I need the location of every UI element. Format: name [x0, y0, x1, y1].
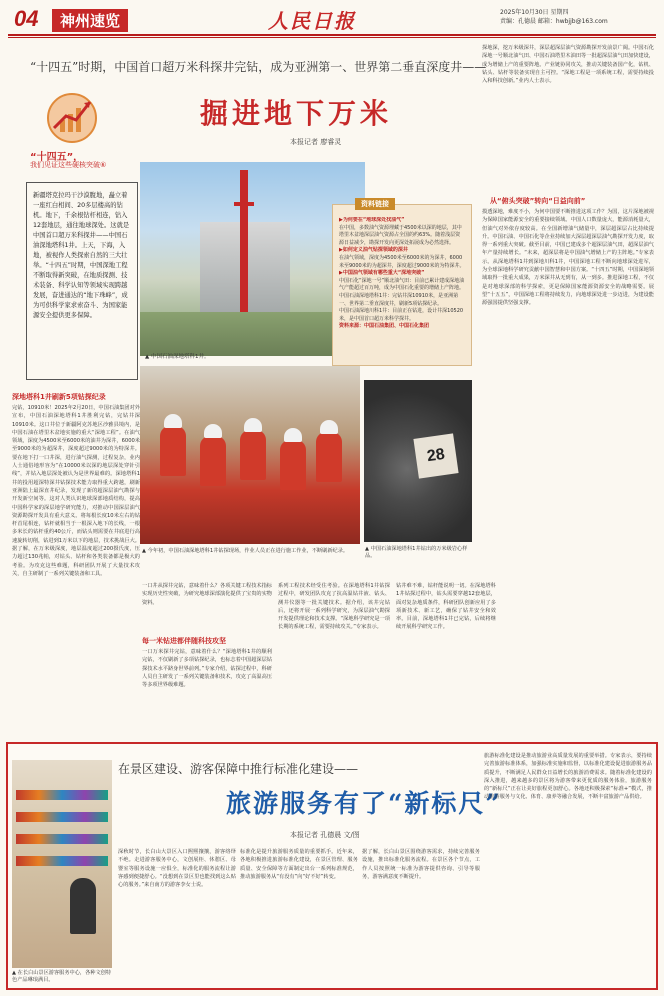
- bottom-headline: 旅游服务有了“新标尺”: [226, 789, 502, 818]
- info-box: [332, 204, 472, 366]
- column-4-text: 钻井难不难，钻杆能说明一切。在深地塔科1井钻探过程中，钻头需要穿越12套地层，面对复杂地质条件，科研团队创新应用了多项新技术、新工艺，确保了钻井安全和效率。目前，深地塔科1井已完钻，后续将继续开展科学研究工作。: [396, 583, 496, 631]
- worker-figure: [160, 426, 186, 476]
- header-meta: [500, 8, 650, 26]
- bottom-byline: 本报记者 孔德晨 文/图: [290, 831, 360, 839]
- helmet: [244, 418, 262, 432]
- section-title: 神州速览: [52, 9, 128, 32]
- customer-figure: [70, 878, 96, 934]
- helmet: [164, 414, 182, 428]
- info-item: [339, 247, 465, 270]
- issue-date: 2025年10月30日 星期四: [500, 9, 569, 16]
- info-question: ▶中国油气领域有哪些重大“深地突破”: [339, 270, 425, 277]
- header-rule-thin: [8, 37, 656, 38]
- bottom-column-1: 深秋时节，长白山大景区入口熙熙攘攘，游客络绎不绝。走进游客服务中心，文创展柜、休憩区、母婴室等服务设施一应俱全，标准化的服务流程让游客感到便捷舒心。“没想到在景区里也能找到这么贴心的服务。”来自南方的游客李女士说。: [118, 849, 236, 889]
- newspaper-logo: 人民日报: [268, 9, 356, 33]
- column-2-text: 一口井从探井完钻，意味着什么？各项关键工程技术指标实现历史性突破，为研究地球深部演化提供了宝贵的实物资料。: [142, 583, 272, 606]
- intro-text: 新疆塔克拉玛干沙漠腹地，矗立着一座红白相间、20多层楼高的钻机。地下，千余根钻杆相连，钻入12套地层，通往地球深处。这就是中国首口超万米科探井——中国石油深地塔科1井。上天，下海，入地，被视作人类探索自然的三大壮举。“十四五”时期，中国深地工程不断取得新突破，在地质探测、技术装备、科学认知等领域实现跨越发展，奋进通达的“地下珠峰”，成为可供科学家求索奋斗、为国家能源安全提供更多保障。: [33, 192, 130, 319]
- subheading-1: 深地塔科1井刷新5项钻探纪录: [12, 393, 106, 401]
- info-question: ▶为何要在“地球深处找油气”: [339, 217, 405, 223]
- product-shelf: [16, 790, 108, 800]
- product-shelf: [16, 812, 108, 822]
- series-logo-subtitle: 我们见证这些硬核突破⑥: [30, 161, 107, 169]
- info-tag: 资料链接: [355, 198, 395, 210]
- main-byline: 本报记者 廖睿灵: [290, 138, 342, 146]
- worker-figure: [280, 440, 306, 490]
- header-rule: [8, 34, 656, 36]
- product-shelf: [16, 834, 108, 844]
- column-3-text: 系列工程技术经受住考验。在深地塔科1井钻探过程中，研发团队攻克了抗高温钻井液、钻头、测井仪器等一批关键技术。据介绍，该井完钻后，还将开展一系列科学研究，为深层油气勘探开发提供理论和技术支撑。“深地科学研究是一项长期的系统工程，需要持续攻关。”专家表示。: [278, 583, 390, 631]
- info-answer: 中国石油深地川科1井：目前正在钻进，设计井深10520米，是中国首口超万米科学探井。: [339, 308, 464, 322]
- bottom-photo-caption: ▲ 在长白山景区游客服务中心，各种文创特色产品琳琅满目。: [12, 970, 112, 983]
- column-1-text: 完钻，10910米！2025年2月20日，中国石油集团对外宣布，中国石油深地塔科1井胜利完钻，完钻井深10910米。这口井位于新疆阿克苏地区沙雅县境内，是中国石油在塔里木盆地实施的重大“深地工程”。在油气领域，深度为4500米至6000米的油井为深井，6000米至9000米的为超深井，深度超过9000米的为特深井。要在地下打一口井深，进行油气探测，过程复杂，业内人士通俗地形容为“在10000米以深的地层深处穿针引线”，并钻入地层深处被认为是世界最难的。深地塔科1井的投用超深特深井钻探技术能力取得重大跨越，刷新亚洲陆上最深直井纪录，发现了新的超深层油气勘探与开发新空间等。这对人类认识地球深部地质结构，提高中国科学家的深层地学研究能力，对推动中国深层油气资源勘探开发具有重大意义。将每根长度10米左右的钻杆首尾相连，钻杆就相当于一根深入地下的长线，一根多米长的钻杆重约40公斤，而钻头则需要在井底进行高速旋转切削，钻进到1万米以下的地层，技术挑战巨大。据了解，在万米级深度，地层温度超过200摄氏度，压力超过130兆帕，对钻头、钻杆和各类装备都是极大的考验。为攻克这些难题，科研团队开展了大量技术攻关，自主研制了一系列关键装备和工具。: [12, 405, 140, 577]
- worker-figure: [240, 430, 266, 480]
- series-logo-title: “十四五”，: [30, 152, 84, 163]
- subheading-2: 每一米钻进都伴随科技攻坚: [142, 637, 226, 645]
- page-number: 04: [14, 6, 39, 31]
- bottom-kicker: 在景区建设、游客保障中推行标准化建设——: [118, 762, 359, 776]
- info-item: [339, 293, 465, 308]
- right-column-text-2: 摸透深地，难度不小，为何中国要不断推进这项工作？为国，这片深地被视为保障国家能源安全的重要接续领域。中国人口数量庞大，能源消耗量大，但油气对外依存度较高。在全国新增油气储量中，深层超深层占比持续提升。中国石油、中国石化等企业持续加大深层超深层油气勘探开发力度，取得一系列重大突破。截至目前，中国已建成多个超深层油气田，超深层油气年产量持续增长。“未来，超深层将是中国油气增储上产的主阵地。”专家表示。从深地塔科1井到深地川科1井，中国深地工程不断向地球深处进军，为全球深地科学研究贡献中国智慧和中国方案。“十四五”时期，中国深地领域取得一批重大成果，万米深井从无到有，从一到多。推进深地工程，不仅是对地球深部的科学探索，更是保障国家能源资源安全的战略需要。展望“十五五”，中国深地工程将持续发力，向地球深处进一步迈进，为建设能源强国提供坚强支撑。: [482, 209, 654, 307]
- info-item: [339, 270, 465, 293]
- growth-chart-icon: [26, 90, 130, 146]
- intro-box: [26, 182, 138, 380]
- info-source: 资料来源：中国石油集团、中国石化集团: [339, 323, 430, 330]
- helmet: [320, 420, 338, 434]
- bottom-column-3: 据了解，长白山景区围绕游客需求，持续完善服务设施，推出标准化服务流程。在景区各个节点，工作人员按照统一标准为游客提供咨询、引导等服务，游客满意度不断提升。: [362, 849, 480, 880]
- workers-photo: [140, 366, 360, 544]
- helmet: [204, 424, 222, 438]
- product-shelf: [16, 856, 108, 866]
- photo2-caption: ▲ 今年初，中国石油深地塔科1井钻探现场，作业人员正在进行施工作业，不断刷新纪录。: [142, 548, 349, 554]
- souvenir-shop-photo: [12, 760, 112, 968]
- drill-tower: [240, 170, 248, 320]
- helmet: [284, 428, 302, 442]
- editors: 责编：孔德晨 邮箱：hwbjjb@163.com: [500, 18, 608, 25]
- info-item: [339, 217, 465, 247]
- info-item: [339, 308, 465, 323]
- info-answer: 在油气领域，深度为4500米至6000米的为深井，6000米至9000米的为超深井，深度超过9000米的为特深井。: [339, 254, 465, 269]
- info-answer: 在中国，多数油气资源埋藏于4500米以深的地层，其中塔里木盆地深层油气资源占全国的约63%。随着浅层资源日益减少，勘探开发向更深处拓展成为必然选择。: [339, 224, 462, 246]
- info-question: ▶如何定义油气钻探领域的深井: [339, 247, 408, 254]
- main-kicker: “十四五”时期，中国首口超万米科探井完钻，成为亚洲第一、世界第二垂直深度井——: [30, 60, 487, 74]
- worker-figure: [316, 432, 342, 482]
- info-answer: 中国石油深地塔科1井：完钻井深10910米，是亚洲第一、世界第二垂直深度井，刷新5项钻探纪录。: [339, 292, 459, 307]
- drill-tower-beam: [234, 202, 254, 206]
- bottom-column-4: 旅游标准化建设是推动旅游业高质量发展的重要举措。专家表示，要持续完善旅游标准体系，加强标准实施和监督，以标准化建设促进旅游服务品质提升，不断满足人民群众日益增长的旅游消费需求。随着标准化建设的深入推进，越来越多的景区将为游客带来更优质的服务体验，旅游服务的“新标尺”正在让美好旅程更加舒心。各地还积极探索“标准+”模式，推动旅游服务与文化、体育、康养等融合发展，不断丰富旅游产品供给。: [484, 753, 652, 801]
- info-answer: 中国石化“深地一号”顺北油气田：目前已累计建成深地油气产能超过百万吨，成为中国石化重要的增储上产阵地。: [339, 277, 465, 292]
- info-body: [339, 217, 465, 367]
- subheading-3: 从“俯头突破”转向“日益向前”: [490, 197, 586, 205]
- photo1-caption: ▲ 中国石油深地塔科1井。: [145, 354, 210, 360]
- main-headline: 掘进地下万米: [200, 97, 393, 130]
- worker-figure: [200, 436, 226, 486]
- photo3-caption: ▲ 中国石油深地塔科1井钻出的万米级岩心样品。: [365, 546, 468, 559]
- right-column-text-1: 探地深，挖万米级深井，深层超深层油气资源勘探开发前景广阔。中国石化深地一号顺北油气田、中国石油塔里木油田等一批超深层油气田加快建设，成为增储上产的重要阵地。产业链协同攻关，推动关键装备国产化，钻机、钻头、钻杆等装备实现自主可控。“深地工程是一项系统工程，需要持续投入和科技创新。”业内人士表示。: [482, 45, 654, 85]
- bottom-column-2: 标准化是提升旅游服务质量的重要抓手。近年来，各地积极推进旅游标准化建设，在景区管理、服务质量、安全保障等方面制定出台一系列标准规范，推动旅游服务从“有没有”向“好不好”转变。: [240, 849, 358, 880]
- column-2b-text: 一口万米探井完钻，意味着什么？“深地塔科1井的顺利完钻，不仅刷新了多项钻探纪录，也标志着中国超深层钻探技术水平跻身世界前列。”专家介绍，钻探过程中，科研人员自主研发了一系列关键装备和技术，攻克了高温高压等多项世界级难题。: [142, 649, 272, 689]
- sample-tag: 28: [413, 433, 458, 478]
- rock-core-photo: [364, 380, 472, 542]
